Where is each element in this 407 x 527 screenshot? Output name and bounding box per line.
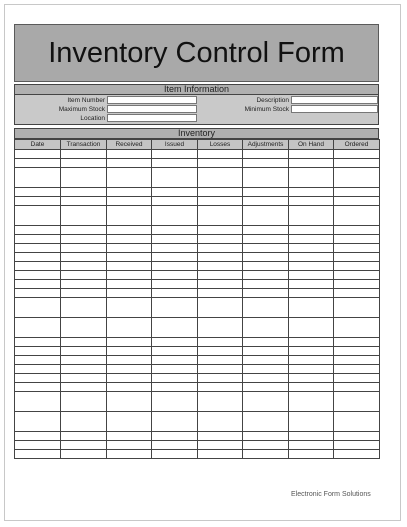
- cell-adjustments[interactable]: [243, 253, 289, 262]
- cell-ordered[interactable]: [334, 338, 380, 347]
- maximum-stock-label: Maximum Stock: [58, 106, 105, 113]
- cell-adjustments[interactable]: [243, 280, 289, 289]
- cell-transaction[interactable]: [61, 356, 107, 365]
- cell-transaction[interactable]: [61, 253, 107, 262]
- cell-ordered[interactable]: [334, 226, 380, 235]
- cell-on-hand[interactable]: [289, 289, 334, 298]
- cell-ordered[interactable]: [334, 271, 380, 280]
- cell-date[interactable]: [15, 441, 61, 450]
- cell-transaction[interactable]: [61, 226, 107, 235]
- cell-issued[interactable]: [152, 450, 198, 459]
- cell-received[interactable]: [107, 235, 152, 244]
- cell-ordered[interactable]: [334, 280, 380, 289]
- table-row: [15, 318, 380, 338]
- cell-on-hand[interactable]: [289, 262, 334, 271]
- cell-ordered[interactable]: [334, 168, 380, 188]
- table-row: [15, 432, 380, 441]
- cell-losses[interactable]: [198, 253, 243, 262]
- cell-issued[interactable]: [152, 318, 198, 338]
- cell-transaction[interactable]: [61, 235, 107, 244]
- cell-date[interactable]: [15, 318, 61, 338]
- cell-ordered[interactable]: [334, 206, 380, 226]
- cell-on-hand[interactable]: [289, 365, 334, 374]
- cell-issued[interactable]: [152, 168, 198, 188]
- table-row: [15, 383, 380, 392]
- cell-received[interactable]: [107, 298, 152, 318]
- cell-received[interactable]: [107, 168, 152, 188]
- cell-transaction[interactable]: [61, 450, 107, 459]
- cell-adjustments[interactable]: [243, 365, 289, 374]
- cell-transaction[interactable]: [61, 197, 107, 206]
- cell-ordered[interactable]: [334, 289, 380, 298]
- cell-losses[interactable]: [198, 441, 243, 450]
- cell-transaction[interactable]: [61, 298, 107, 318]
- cell-issued[interactable]: [152, 365, 198, 374]
- cell-transaction[interactable]: [61, 441, 107, 450]
- cell-losses[interactable]: [198, 168, 243, 188]
- cell-ordered[interactable]: [334, 253, 380, 262]
- table-row: [15, 253, 380, 262]
- cell-date[interactable]: [15, 226, 61, 235]
- cell-losses[interactable]: [198, 374, 243, 383]
- table-row: [15, 289, 380, 298]
- cell-received[interactable]: [107, 392, 152, 412]
- cell-issued[interactable]: [152, 338, 198, 347]
- cell-adjustments[interactable]: [243, 356, 289, 365]
- table-row: [15, 412, 380, 432]
- cell-losses[interactable]: [198, 150, 243, 159]
- item-information-header: Item Information: [14, 84, 379, 95]
- cell-adjustments[interactable]: [243, 392, 289, 412]
- cell-date[interactable]: [15, 188, 61, 197]
- cell-transaction[interactable]: [61, 168, 107, 188]
- cell-losses[interactable]: [198, 318, 243, 338]
- cell-adjustments[interactable]: [243, 383, 289, 392]
- column-header-transaction: Transaction: [61, 140, 107, 150]
- cell-adjustments[interactable]: [243, 197, 289, 206]
- cell-ordered[interactable]: [334, 159, 380, 168]
- cell-on-hand[interactable]: [289, 383, 334, 392]
- cell-date[interactable]: [15, 450, 61, 459]
- cell-ordered[interactable]: [334, 432, 380, 441]
- cell-adjustments[interactable]: [243, 289, 289, 298]
- table-row: [15, 347, 380, 356]
- cell-ordered[interactable]: [334, 262, 380, 271]
- cell-on-hand[interactable]: [289, 226, 334, 235]
- cell-date[interactable]: [15, 244, 61, 253]
- cell-ordered[interactable]: [334, 365, 380, 374]
- inventory-column-headers: [15, 140, 380, 150]
- table-row: [15, 356, 380, 365]
- cell-issued[interactable]: [152, 150, 198, 159]
- item-info-row: [15, 105, 378, 114]
- cell-received[interactable]: [107, 253, 152, 262]
- cell-date[interactable]: [15, 159, 61, 168]
- cell-losses[interactable]: [198, 383, 243, 392]
- table-row: [15, 206, 380, 226]
- cell-transaction[interactable]: [61, 188, 107, 197]
- cell-date[interactable]: [15, 356, 61, 365]
- column-header-losses: Losses: [198, 140, 243, 150]
- column-header-on-hand: On Hand: [289, 140, 334, 150]
- cell-date[interactable]: [15, 253, 61, 262]
- cell-date[interactable]: [15, 289, 61, 298]
- cell-ordered[interactable]: [334, 347, 380, 356]
- cell-received[interactable]: [107, 374, 152, 383]
- cell-ordered[interactable]: [334, 150, 380, 159]
- inventory-header: Inventory: [14, 128, 379, 139]
- cell-received[interactable]: [107, 206, 152, 226]
- cell-date[interactable]: [15, 206, 61, 226]
- cell-date[interactable]: [15, 392, 61, 412]
- table-row: [15, 392, 380, 412]
- cell-issued[interactable]: [152, 206, 198, 226]
- cell-received[interactable]: [107, 197, 152, 206]
- cell-issued[interactable]: [152, 441, 198, 450]
- table-row: [15, 188, 380, 197]
- description-field[interactable]: [291, 96, 378, 104]
- cell-adjustments[interactable]: [243, 441, 289, 450]
- cell-adjustments[interactable]: [243, 262, 289, 271]
- cell-adjustments[interactable]: [243, 432, 289, 441]
- cell-losses[interactable]: [198, 244, 243, 253]
- cell-losses[interactable]: [198, 365, 243, 374]
- cell-ordered[interactable]: [334, 235, 380, 244]
- cell-received[interactable]: [107, 289, 152, 298]
- table-row: [15, 150, 380, 159]
- cell-adjustments[interactable]: [243, 159, 289, 168]
- cell-ordered[interactable]: [334, 450, 380, 459]
- cell-issued[interactable]: [152, 280, 198, 289]
- description-label: Description: [256, 97, 289, 104]
- cell-issued[interactable]: [152, 226, 198, 235]
- column-header-received: Received: [107, 140, 152, 150]
- table-row: [15, 298, 380, 318]
- cell-on-hand[interactable]: [289, 392, 334, 412]
- cell-issued[interactable]: [152, 298, 198, 318]
- cell-on-hand[interactable]: [289, 253, 334, 262]
- cell-issued[interactable]: [152, 188, 198, 197]
- cell-adjustments[interactable]: [243, 150, 289, 159]
- cell-received[interactable]: [107, 188, 152, 197]
- cell-losses[interactable]: [198, 289, 243, 298]
- cell-received[interactable]: [107, 280, 152, 289]
- cell-received[interactable]: [107, 412, 152, 432]
- cell-transaction[interactable]: [61, 280, 107, 289]
- cell-transaction[interactable]: [61, 262, 107, 271]
- table-row: [15, 374, 380, 383]
- cell-received[interactable]: [107, 356, 152, 365]
- cell-losses[interactable]: [198, 280, 243, 289]
- item-info-row: [15, 114, 378, 123]
- cell-ordered[interactable]: [334, 412, 380, 432]
- cell-ordered[interactable]: [334, 441, 380, 450]
- cell-on-hand[interactable]: [289, 441, 334, 450]
- cell-date[interactable]: [15, 347, 61, 356]
- cell-transaction[interactable]: [61, 412, 107, 432]
- table-row: [15, 450, 380, 459]
- cell-ordered[interactable]: [334, 374, 380, 383]
- cell-transaction[interactable]: [61, 244, 107, 253]
- cell-losses[interactable]: [198, 235, 243, 244]
- cell-adjustments[interactable]: [243, 235, 289, 244]
- cell-date[interactable]: [15, 271, 61, 280]
- cell-losses[interactable]: [198, 432, 243, 441]
- cell-losses[interactable]: [198, 338, 243, 347]
- cell-date[interactable]: [15, 280, 61, 289]
- cell-losses[interactable]: [198, 356, 243, 365]
- cell-issued[interactable]: [152, 356, 198, 365]
- cell-losses[interactable]: [198, 392, 243, 412]
- column-header-date: Date: [15, 140, 61, 150]
- footer-logo: Electronic Form Solutions: [291, 491, 371, 498]
- cell-date[interactable]: [15, 432, 61, 441]
- cell-ordered[interactable]: [334, 298, 380, 318]
- column-header-adjustments: Adjustments: [243, 140, 289, 150]
- item-number-label: Item Number: [67, 97, 105, 104]
- cell-issued[interactable]: [152, 347, 198, 356]
- cell-on-hand[interactable]: [289, 450, 334, 459]
- cell-adjustments[interactable]: [243, 226, 289, 235]
- cell-ordered[interactable]: [334, 383, 380, 392]
- cell-losses[interactable]: [198, 262, 243, 271]
- cell-date[interactable]: [15, 365, 61, 374]
- cell-ordered[interactable]: [334, 392, 380, 412]
- cell-received[interactable]: [107, 450, 152, 459]
- cell-issued[interactable]: [152, 392, 198, 412]
- table-row: [15, 168, 380, 188]
- cell-transaction[interactable]: [61, 338, 107, 347]
- cell-on-hand[interactable]: [289, 412, 334, 432]
- cell-losses[interactable]: [198, 298, 243, 318]
- cell-on-hand[interactable]: [289, 168, 334, 188]
- cell-received[interactable]: [107, 347, 152, 356]
- cell-transaction[interactable]: [61, 374, 107, 383]
- cell-received[interactable]: [107, 383, 152, 392]
- form-title: Inventory Control Form: [14, 24, 379, 82]
- item-info-row: [15, 96, 378, 105]
- cell-date[interactable]: [15, 197, 61, 206]
- cell-received[interactable]: [107, 262, 152, 271]
- cell-adjustments[interactable]: [243, 168, 289, 188]
- cell-transaction[interactable]: [61, 392, 107, 412]
- table-row: [15, 441, 380, 450]
- cell-ordered[interactable]: [334, 356, 380, 365]
- cell-date[interactable]: [15, 338, 61, 347]
- table-row: [15, 244, 380, 253]
- cell-date[interactable]: [15, 298, 61, 318]
- cell-adjustments[interactable]: [243, 206, 289, 226]
- cell-received[interactable]: [107, 244, 152, 253]
- cell-losses[interactable]: [198, 206, 243, 226]
- cell-transaction[interactable]: [61, 365, 107, 374]
- inventory-table: [14, 139, 380, 459]
- cell-received[interactable]: [107, 318, 152, 338]
- location-label: Location: [80, 115, 105, 122]
- cell-date[interactable]: [15, 383, 61, 392]
- column-header-ordered: Ordered: [334, 140, 380, 150]
- cell-issued[interactable]: [152, 271, 198, 280]
- cell-received[interactable]: [107, 226, 152, 235]
- cell-on-hand[interactable]: [289, 271, 334, 280]
- minimum-stock-label: Minimum Stock: [244, 106, 289, 113]
- cell-losses[interactable]: [198, 197, 243, 206]
- cell-on-hand[interactable]: [289, 188, 334, 197]
- cell-on-hand[interactable]: [289, 298, 334, 318]
- cell-transaction[interactable]: [61, 159, 107, 168]
- cell-received[interactable]: [107, 441, 152, 450]
- inventory-rows: [15, 150, 380, 459]
- cell-issued[interactable]: [152, 374, 198, 383]
- cell-date[interactable]: [15, 168, 61, 188]
- cell-on-hand[interactable]: [289, 150, 334, 159]
- cell-transaction[interactable]: [61, 271, 107, 280]
- maximum-stock-field[interactable]: [107, 105, 197, 113]
- cell-issued[interactable]: [152, 197, 198, 206]
- cell-ordered[interactable]: [334, 188, 380, 197]
- cell-transaction[interactable]: [61, 318, 107, 338]
- cell-transaction[interactable]: [61, 383, 107, 392]
- table-row: [15, 338, 380, 347]
- cell-losses[interactable]: [198, 226, 243, 235]
- cell-adjustments[interactable]: [243, 450, 289, 459]
- cell-transaction[interactable]: [61, 206, 107, 226]
- cell-transaction[interactable]: [61, 432, 107, 441]
- cell-on-hand[interactable]: [289, 432, 334, 441]
- cell-on-hand[interactable]: [289, 244, 334, 253]
- cell-on-hand[interactable]: [289, 280, 334, 289]
- cell-losses[interactable]: [198, 347, 243, 356]
- cell-received[interactable]: [107, 365, 152, 374]
- cell-on-hand[interactable]: [289, 197, 334, 206]
- cell-issued[interactable]: [152, 289, 198, 298]
- table-row: [15, 280, 380, 289]
- cell-date[interactable]: [15, 150, 61, 159]
- table-row: [15, 365, 380, 374]
- table-row: [15, 159, 380, 168]
- cell-adjustments[interactable]: [243, 374, 289, 383]
- cell-on-hand[interactable]: [289, 338, 334, 347]
- table-row: [15, 197, 380, 206]
- cell-received[interactable]: [107, 150, 152, 159]
- cell-on-hand[interactable]: [289, 347, 334, 356]
- cell-transaction[interactable]: [61, 150, 107, 159]
- location-field[interactable]: [107, 114, 197, 122]
- cell-adjustments[interactable]: [243, 188, 289, 197]
- cell-on-hand[interactable]: [289, 318, 334, 338]
- cell-date[interactable]: [15, 235, 61, 244]
- cell-losses[interactable]: [198, 412, 243, 432]
- minimum-stock-field[interactable]: [291, 105, 378, 113]
- table-row: [15, 271, 380, 280]
- table-row: [15, 226, 380, 235]
- cell-adjustments[interactable]: [243, 318, 289, 338]
- cell-transaction[interactable]: [61, 347, 107, 356]
- cell-received[interactable]: [107, 432, 152, 441]
- cell-date[interactable]: [15, 412, 61, 432]
- cell-issued[interactable]: [152, 235, 198, 244]
- cell-adjustments[interactable]: [243, 244, 289, 253]
- column-header-issued: Issued: [152, 140, 198, 150]
- cell-issued[interactable]: [152, 244, 198, 253]
- cell-losses[interactable]: [198, 188, 243, 197]
- cell-received[interactable]: [107, 159, 152, 168]
- cell-date[interactable]: [15, 262, 61, 271]
- cell-received[interactable]: [107, 338, 152, 347]
- cell-issued[interactable]: [152, 412, 198, 432]
- item-number-field[interactable]: [107, 96, 197, 104]
- cell-issued[interactable]: [152, 432, 198, 441]
- cell-issued[interactable]: [152, 253, 198, 262]
- cell-on-hand[interactable]: [289, 356, 334, 365]
- cell-on-hand[interactable]: [289, 374, 334, 383]
- cell-ordered[interactable]: [334, 197, 380, 206]
- cell-issued[interactable]: [152, 262, 198, 271]
- cell-adjustments[interactable]: [243, 412, 289, 432]
- cell-date[interactable]: [15, 374, 61, 383]
- item-information-grid: [14, 95, 379, 125]
- cell-losses[interactable]: [198, 159, 243, 168]
- cell-adjustments[interactable]: [243, 338, 289, 347]
- table-row: [15, 235, 380, 244]
- cell-transaction[interactable]: [61, 289, 107, 298]
- cell-on-hand[interactable]: [289, 206, 334, 226]
- cell-received[interactable]: [107, 271, 152, 280]
- cell-adjustments[interactable]: [243, 347, 289, 356]
- cell-issued[interactable]: [152, 383, 198, 392]
- cell-on-hand[interactable]: [289, 235, 334, 244]
- cell-on-hand[interactable]: [289, 159, 334, 168]
- cell-losses[interactable]: [198, 450, 243, 459]
- cell-losses[interactable]: [198, 271, 243, 280]
- table-row: [15, 262, 380, 271]
- cell-adjustments[interactable]: [243, 271, 289, 280]
- cell-issued[interactable]: [152, 159, 198, 168]
- cell-ordered[interactable]: [334, 244, 380, 253]
- cell-ordered[interactable]: [334, 318, 380, 338]
- cell-adjustments[interactable]: [243, 298, 289, 318]
